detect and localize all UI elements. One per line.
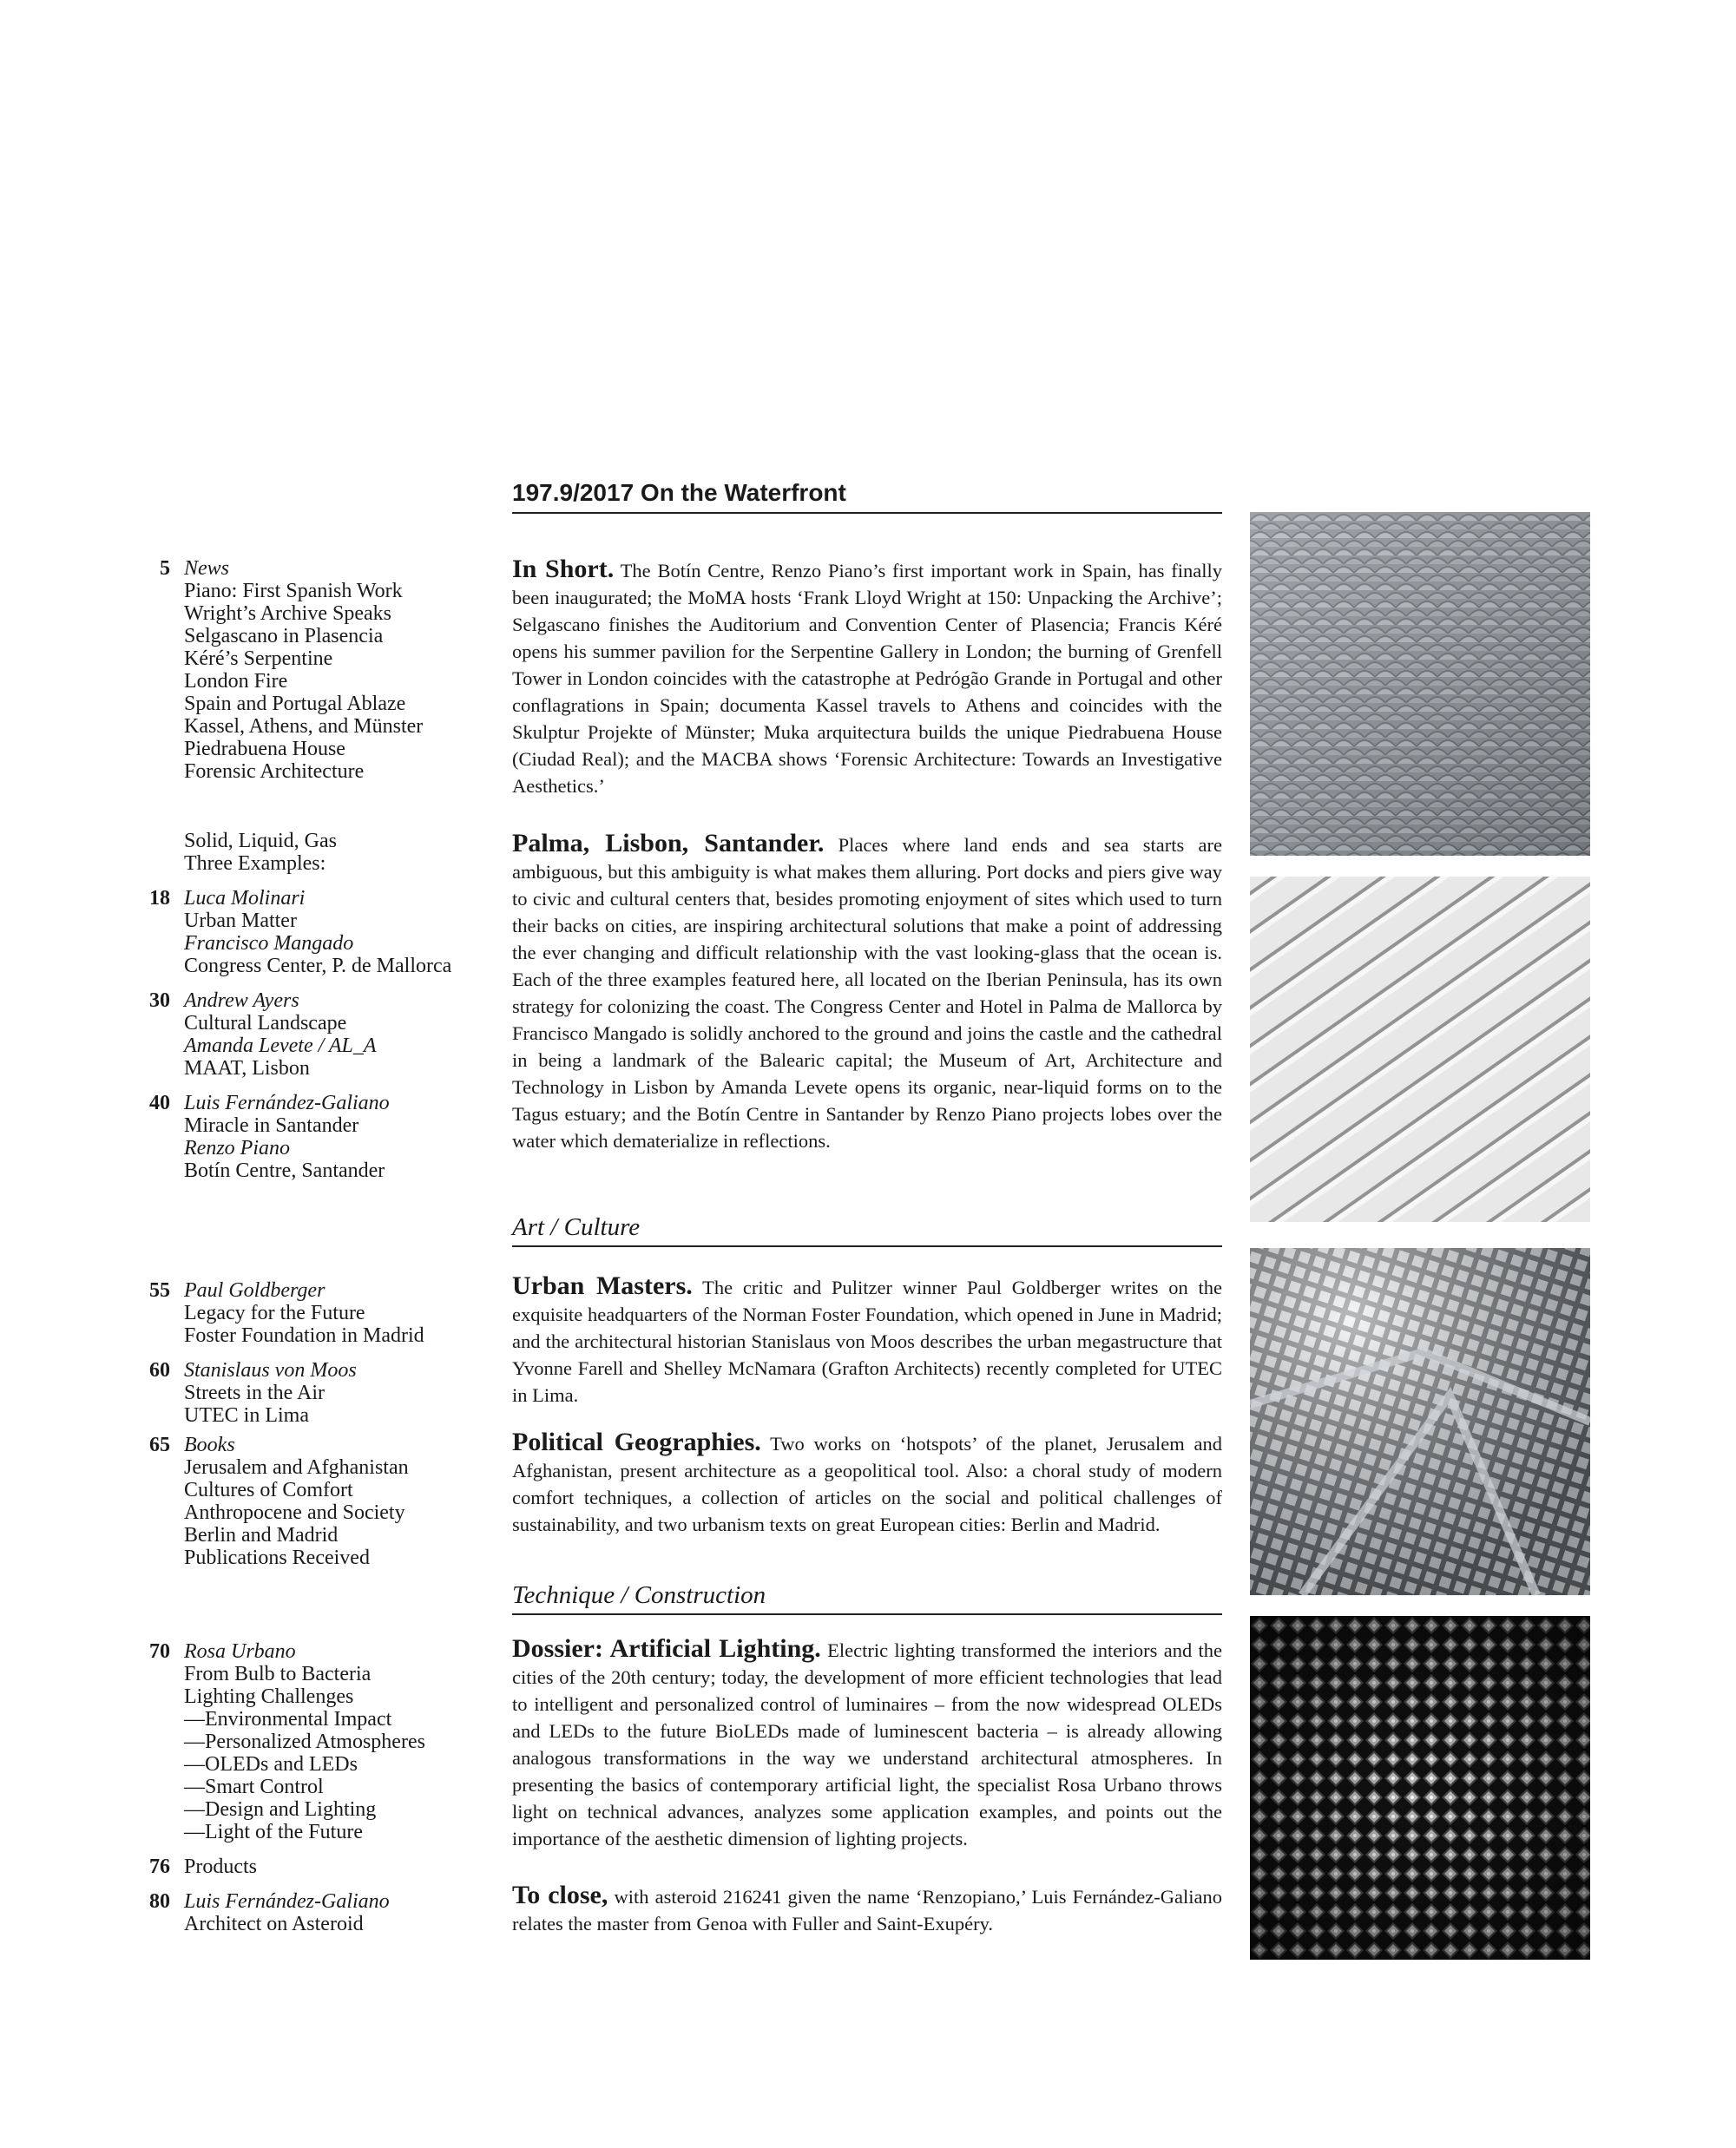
toc-title: From Bulb to Bacteria (184, 1663, 372, 1685)
paragraph-political (512, 1429, 1222, 1538)
toc-entry (130, 1279, 495, 1347)
paragraph-palma-block (512, 830, 1222, 1154)
toc-page-number: 40 (149, 1092, 170, 1114)
photo-pyramid-lights (1250, 1616, 1590, 1960)
toc-page-number: 5 (160, 557, 170, 580)
toc-author: Books (184, 1434, 235, 1456)
text-to-close: with asteroid 216241 given the name ‘Renzopiano,’ Luis Fernández-Galiano relates the master from Genoa with Fuller and Saint-Exupéry. (512, 1886, 1223, 1935)
toc-title: Congress Center, P. de Mallorca (184, 955, 452, 977)
toc-author: Stanislaus von Moos (184, 1359, 357, 1382)
paragraph-urban-masters-block (512, 1272, 1222, 1409)
text-urban-masters: The critic and Pulitzer winner Paul Goldberger writes on the exquisite headquarters of the Norman Foster Foundation, which opened in June in Madrid; and the architectural historian Stanislaus von Moos describes the urban megastructure that Yvonne Farell and Shelley McNamara (Grafton Architects) recently completed for UTEC in Lima. (512, 1277, 1222, 1406)
lead-urban-masters: Urban Masters. (512, 1271, 693, 1300)
paragraph-dossier (512, 1635, 1222, 1852)
toc-entry (130, 989, 495, 1080)
toc-author: Luca Molinari (184, 887, 306, 910)
paragraph-in-short-block (512, 555, 1222, 799)
toc-entry (130, 830, 495, 875)
toc-title: Foster Foundation in Madrid (184, 1324, 424, 1347)
issue-title: 197.9/2017 On the Waterfront (512, 479, 846, 506)
toc-title: Cultures of Comfort (184, 1479, 353, 1501)
toc-title: London Fire (184, 670, 288, 693)
toc-entry (130, 1092, 495, 1182)
paragraph-to-close-block (512, 1882, 1222, 1937)
lead-to-close: To close, (512, 1881, 608, 1909)
toc-title: Miracle in Santander (184, 1114, 359, 1137)
toc-entry (130, 557, 495, 783)
toc-title: Urban Matter (184, 910, 297, 932)
photo-scaled-facade (1250, 512, 1590, 856)
toc-page-number: 60 (149, 1359, 170, 1382)
toc-title: Products (184, 1856, 257, 1878)
toc-page-number: 30 (149, 989, 170, 1012)
toc-title: Architect on Asteroid (184, 1913, 364, 1935)
paragraph-in-short (512, 555, 1222, 799)
toc-title: —Smart Control (184, 1776, 324, 1798)
paragraph-palma (512, 830, 1222, 1154)
toc-title: Anthropocene and Society (184, 1501, 405, 1524)
text-in-short: The Botín Centre, Renzo Piano’s first important work in Spain, has finally been inaugurated; the MoMA hosts ‘Frank Lloyd Wright at 150: Unpacking the Archive’; Selgascano finishes the Auditorium and Convention Center of Plasencia; Francis Kéré opens his summer pavilion for the Serpentine Gallery in London; the burning of Grenfell Tower in London coincides with the catastrophe at Pedrógão Grande in Portugal and other conflagrations in Spain; documenta Kassel travels to Athens and coincides with the Skulptur Projekte of Münster; Muka arquitectura builds the unique Piedrabuena House (Ciudad Real); and the MACBA shows ‘Forensic Architecture: Towards an Investigative Aesthetics.’ (512, 560, 1223, 797)
toc-title: Cultural Landscape (184, 1012, 347, 1035)
toc-title: —OLEDs and LEDs (184, 1753, 358, 1776)
paragraph-urban-masters (512, 1272, 1222, 1409)
toc-entry (130, 1856, 495, 1878)
toc-entry (130, 1359, 495, 1427)
toc-title: MAAT, Lisbon (184, 1057, 310, 1080)
text-dossier: Electric lighting transformed the interiors and the cities of the 20th century; today, the development of more efficient technologies that lead to intelligent and personalized control of luminaires – from the now widespread OLEDs and LEDs to the future BioLEDs made of luminescent bacteria – is already allowing analogous transformations in the way we understand architectural atmospheres. In presenting the basics of contemporary artificial light, the specialist Rosa Urbano throws light on technical advances, analyzes some application examples, and points out the importance of the aesthetic dimension of lighting projects. (512, 1639, 1222, 1849)
toc-title: Kéré’s Serpentine (184, 647, 333, 670)
text-political: Two works on ‘hotspots’ of the planet, Jerusalem and Afghanistan, present architecture as a geopolitical tool. Also: a choral study of modern comfort techniques, a collection of articles on the social and political challenges of sustainability, and two urbanism texts on great European cities: Berlin and Madrid. (512, 1433, 1222, 1535)
section-title-art-culture: Art / Culture (512, 1213, 1222, 1247)
toc-title: —Design and Lighting (184, 1798, 377, 1821)
toc-page-number: 80 (149, 1890, 170, 1913)
toc-title: Forensic Architecture (184, 760, 365, 783)
toc-title: UTEC in Lima (184, 1404, 309, 1427)
paragraph-dossier-block (512, 1635, 1222, 1852)
toc-author: Andrew Ayers (184, 989, 299, 1012)
toc-title: Publications Received (184, 1547, 370, 1569)
toc-page-number: 65 (149, 1434, 170, 1456)
toc-title: —Light of the Future (184, 1821, 363, 1843)
toc-author: Francisco Mangado (184, 932, 354, 955)
toc-author: News (184, 557, 230, 580)
toc-title: Selgascano in Plasencia (184, 625, 384, 647)
toc-author: Amanda Levete / AL_A (184, 1035, 377, 1057)
lead-dossier: Dossier: Artificial Lighting. (512, 1634, 821, 1663)
toc-title: Spain and Portugal Ablaze (184, 693, 406, 715)
paragraph-political-block (512, 1429, 1222, 1538)
toc-title: Piedrabuena House (184, 738, 345, 760)
photo-lattice-canopy (1250, 1248, 1590, 1595)
toc-title: Lighting Challenges (184, 1685, 354, 1708)
toc-title: Berlin and Madrid (184, 1524, 339, 1547)
toc-page-number: 70 (149, 1640, 170, 1663)
toc-group-news (130, 557, 495, 783)
toc-title: Solid, Liquid, Gas (184, 830, 338, 852)
section-title-technique: Technique / Construction (512, 1581, 1222, 1615)
paragraph-to-close (512, 1882, 1222, 1937)
toc-group-solid-liquid-gas (130, 830, 495, 1182)
toc-title: Jerusalem and Afghanistan (184, 1456, 409, 1479)
toc-page-number: 76 (149, 1856, 170, 1878)
text-palma: Places where land ends and sea starts are ambiguous, but this ambiguity is what makes them alluring. Port docks and piers give way to civic and cultural centers that, besides promoting enjoyment of sites which used to turn their backs on cities, are inspiring architectural solutions that make a point of addressing the ever changing and difficult relationship with the vast looking-glass that the ocean is. Each of the three examples featured here, all located on the Iberian Peninsula, has its own strategy for colonizing the coast. The Congress Center and Hotel in Palma de Mallorca by Francisco Mangado is solidly anchored to the ground and joins the castle and the cathedral in being a landmark of the Balearic capital; the Museum of Art, Architecture and Technology in Lisbon by Amanda Levete opens its organic, near-liquid forms on to the Tagus estuary; and the Botín Centre in Santander by Renzo Piano projects lobes over the water which dematerialize in reflections. (512, 834, 1222, 1152)
toc-entry (130, 1640, 495, 1843)
toc-title: Three Examples: (184, 852, 326, 875)
toc-group-books (130, 1434, 495, 1569)
toc-title: Streets in the Air (184, 1382, 325, 1404)
toc-author: Luis Fernández-Galiano (184, 1890, 390, 1913)
lead-political: Political Geographies. (512, 1428, 761, 1456)
toc-author: Renzo Piano (184, 1137, 290, 1159)
toc-entry (130, 1890, 495, 1935)
lead-in-short: In Short. (512, 555, 615, 583)
toc-title: Legacy for the Future (184, 1302, 365, 1324)
toc-title: Wright’s Archive Speaks (184, 602, 391, 625)
toc-entry (130, 1434, 495, 1569)
toc-author: Luis Fernández-Galiano (184, 1092, 390, 1114)
page-header (512, 479, 1222, 514)
toc-title: —Personalized Atmospheres (184, 1731, 425, 1753)
toc-title: —Environmental Impact (184, 1708, 392, 1731)
toc-page-number: 55 (149, 1279, 170, 1302)
toc-author: Rosa Urbano (184, 1640, 296, 1663)
toc-group-urban (130, 1279, 495, 1427)
photo-diagonal-facade (1250, 877, 1590, 1222)
toc-title: Botín Centre, Santander (184, 1159, 385, 1182)
toc-group-lighting (130, 1640, 495, 1935)
toc-title: Piano: First Spanish Work (184, 580, 403, 602)
lead-palma: Palma, Lisbon, Santander. (512, 829, 825, 857)
toc-title: Kassel, Athens, and Münster (184, 715, 424, 738)
toc-author: Paul Goldberger (184, 1279, 326, 1302)
toc-entry (130, 887, 495, 977)
toc-page-number: 18 (149, 887, 170, 910)
